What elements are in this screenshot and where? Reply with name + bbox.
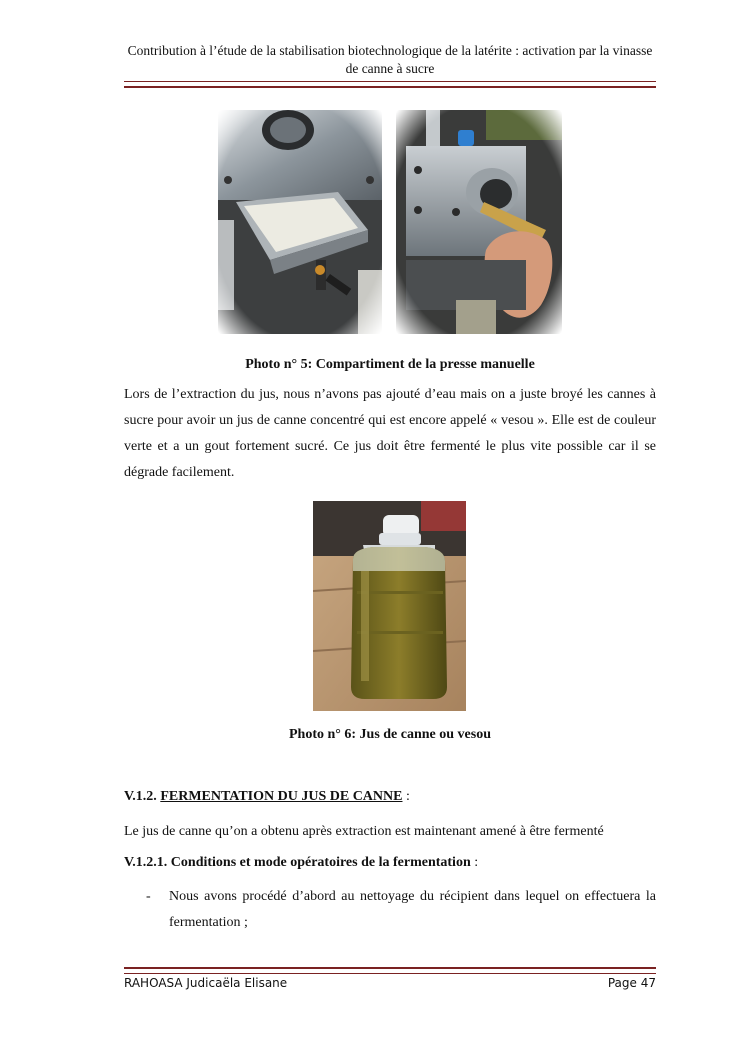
footer-author: RAHOASA Judicaëla Elisane bbox=[124, 976, 288, 990]
list-item-dash: - bbox=[146, 889, 151, 904]
photo-cane-juice-bottle bbox=[313, 501, 466, 711]
footer-rule bbox=[124, 967, 656, 974]
photo5-caption: Photo n° 5: Compartiment de la presse manuelle bbox=[245, 357, 535, 372]
list-item: Nous avons procédé d’abord au nettoyage du récipient dans lequel on effectuera la fermentation ; bbox=[169, 889, 656, 930]
photo6-caption: Photo n° 6: Jus de canne ou vesou bbox=[288, 727, 491, 742]
subsection-heading bbox=[124, 855, 656, 871]
photo-press-compartment-right bbox=[396, 110, 562, 334]
footer-page-number: Page 47 bbox=[607, 976, 656, 990]
section-heading bbox=[124, 789, 656, 805]
subsection-title: V.1.2.1. Conditions et mode opératoires de la fermentation bbox=[124, 855, 471, 870]
section-suffix: : bbox=[402, 789, 410, 804]
subsection-suffix: : bbox=[470, 855, 479, 870]
photo-press-compartment-left bbox=[218, 110, 382, 334]
section-number: V.1.2. bbox=[124, 789, 157, 804]
paragraph-fermentation-intro: Le jus de canne qu’on a obtenu après extraction est maintenant amené à être fermenté bbox=[124, 824, 604, 839]
header-rule bbox=[124, 81, 656, 88]
paragraph-extraction: Lors de l’extraction du jus, nous n’avons pas ajouté d’eau mais on a juste broyé les cannes à sucre pour avoir un jus de canne concentré qui est encore appelé « vesou ». Elle est de couleur verte et a un gout fortement sucré. Ce jus doit être fermenté le plus vite possible car il se dégrade facilement. bbox=[124, 387, 656, 480]
running-header: Contribution à l’étude de la stabilisation biotechnologique de la latérite : activation par la vinasse de canne à sucre bbox=[127, 43, 653, 76]
section-title: FERMENTATION DU JUS DE CANNE bbox=[160, 789, 403, 804]
